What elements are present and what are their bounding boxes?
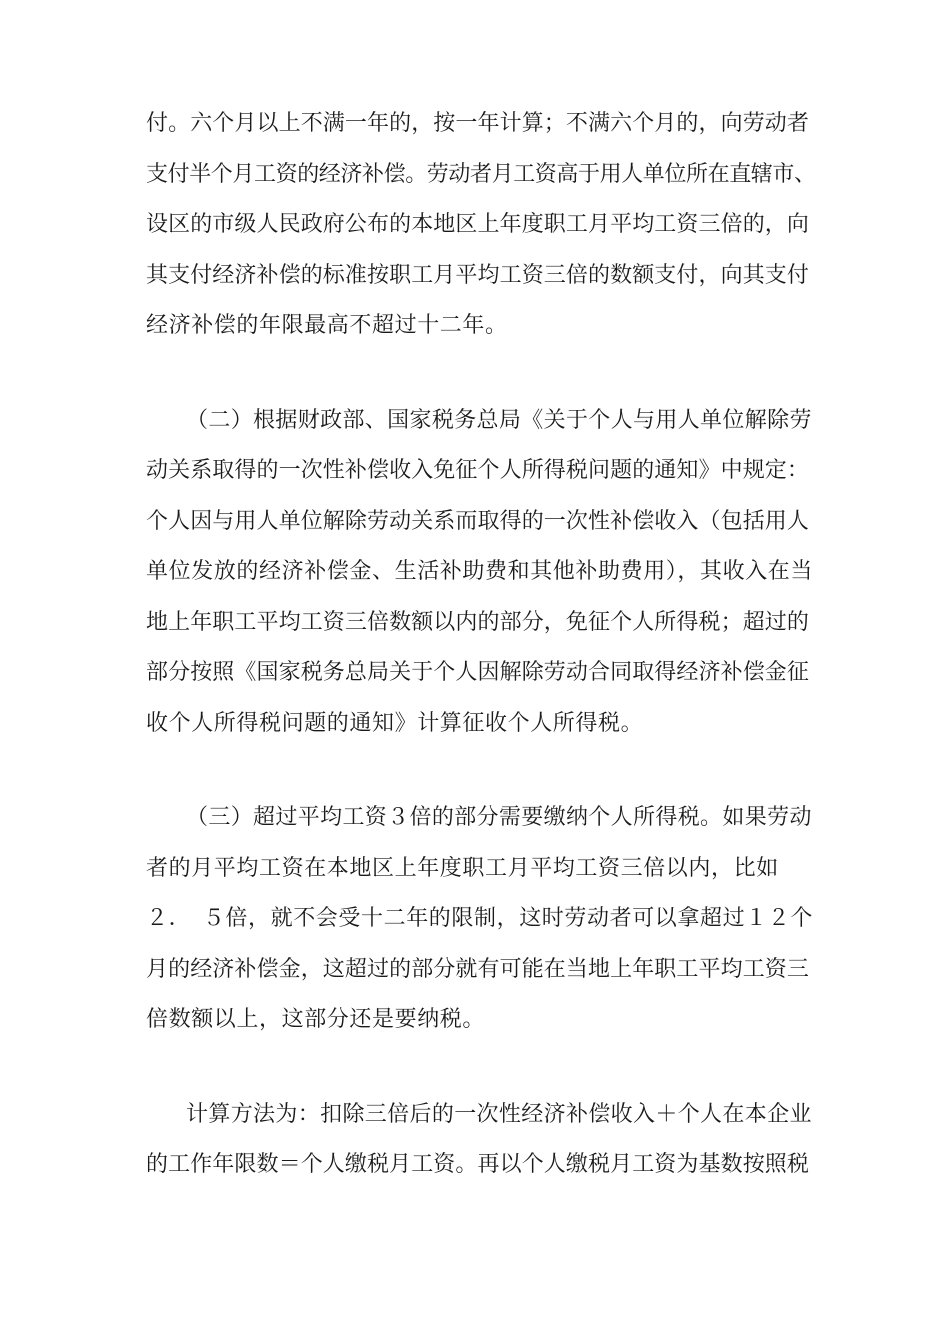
paragraph-3-line-2: 者的月平均工资在本地区上年度职工月平均工资三倍以内，比如	[146, 856, 779, 881]
paragraph-2-line-3: 个人因与用人单位解除劳动关系而取得的一次性补偿收入（包括用人	[146, 509, 810, 534]
paragraph-4-line-2: 的工作年限数＝个人缴税月工资。再以个人缴税月工资为基数按照税	[146, 1152, 810, 1177]
paragraph-2-line-6: 部分按照《国家税务总局关于个人因解除劳动合同取得经济补偿金征	[146, 660, 810, 685]
paragraph-3-line-1: （三）超过平均工资３倍的部分需要缴纳个人所得税。如果劳动	[186, 805, 812, 830]
paragraph-3-line-5: 倍数额以上，这部分还是要纳税。	[146, 1007, 486, 1032]
paragraph-2-line-2: 动关系取得的一次性补偿收入免征个人所得税问题的通知》中规定：	[146, 458, 810, 483]
paragraph-1-line-3: 设区的市级人民政府公布的本地区上年度职工月平均工资三倍的，向	[146, 212, 810, 237]
paragraph-2-line-4: 单位发放的经济补偿金、生活补助费和其他补助费用），其收入在当	[146, 559, 814, 584]
paragraph-3-line-3: ２． ５倍，就不会受十二年的限制，这时劳动者可以拿超过１２个	[146, 906, 814, 931]
paragraph-3-line-4: 月的经济补偿金，这超过的部分就有可能在当地上年职工平均工资三	[146, 957, 810, 982]
paragraph-2-line-7: 收个人所得税问题的通知》计算征收个人所得税。	[146, 711, 644, 736]
paragraph-2-line-1: （二）根据财政部、国家税务总局《关于个人与用人单位解除劳	[186, 408, 812, 433]
paragraph-4-line-1: 计算方法为：扣除三倍后的一次性经济补偿收入＋个人在本企业	[186, 1102, 812, 1127]
paragraph-1-line-5: 经济补偿的年限最高不超过十二年。	[146, 313, 508, 338]
paragraph-1-line-1: 付。六个月以上不满一年的，按一年计算；不满六个月的，向劳动者	[146, 111, 810, 136]
paragraph-2-line-5: 地上年职工平均工资三倍数额以内的部分，免征个人所得税；超过的	[146, 610, 810, 635]
paragraph-1-line-4: 其支付经济补偿的标准按职工月平均工资三倍的数额支付，向其支付	[146, 263, 810, 288]
paragraph-1-line-2: 支付半个月工资的经济补偿。劳动者月工资高于用人单位所在直辖市、	[146, 162, 816, 187]
